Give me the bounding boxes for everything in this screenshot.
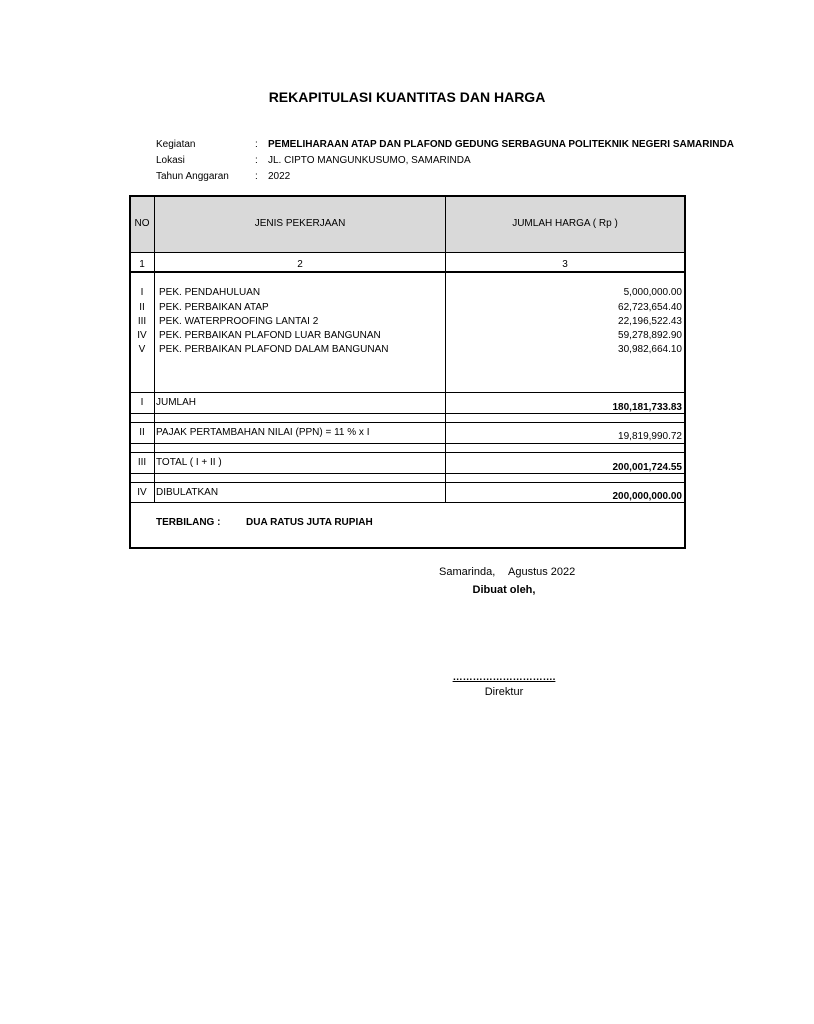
row-divider [129,482,686,483]
summary-amount: 19,819,990.72 [618,431,682,442]
item-no: I [140,287,144,298]
item-no: II [139,302,145,313]
col-number-jumlah: 3 [562,259,568,270]
summary-amount: 200,001,724.55 [612,462,682,473]
page-title: REKAPITULASI KUANTITAS DAN HARGA [268,89,546,105]
summary-no: II [139,427,145,438]
meta-value-tahun: 2022 [268,171,291,182]
meta-label-lokasi: Lokasi [156,155,185,166]
row-divider [129,422,686,423]
meta-value-lokasi: JL. CIPTO MANGUNKUSUMO, SAMARINDA [268,155,471,166]
table-border [129,547,686,549]
summary-amount: 180,181,733.83 [612,402,682,413]
item-name: PEK. PENDAHULUAN [159,287,261,298]
header-jenis: JENIS PEKERJAAN [254,218,346,229]
summary-label: JUMLAH [156,397,197,408]
summary-label: DIBULATKAN [156,487,219,498]
row-divider [129,452,686,453]
signature-role: Direktur [484,686,524,698]
signature-date: Agustus 2022 [508,566,576,578]
meta-value-kegiatan: PEMELIHARAAN ATAP DAN PLAFOND GEDUNG SERBAGUNA POLITEKNIK NEGERI SAMARINDA [268,139,734,150]
summary-label: TOTAL ( I + II ) [156,457,222,468]
summary-amount: 200,000,000.00 [612,491,682,502]
item-amount: 22,196,522.43 [618,316,682,327]
row-divider [129,252,686,253]
meta-colon: : [255,171,258,182]
row-divider [129,392,686,393]
item-name: PEK. PERBAIKAN PLAFOND LUAR BANGUNAN [159,330,381,341]
row-divider [129,271,686,273]
summary-label: PAJAK PERTAMBAHAN NILAI (PPN) = 11 % x I [156,427,370,438]
row-divider [129,413,686,414]
item-name: PEK. PERBAIKAN PLAFOND DALAM BANGUNAN [159,344,389,355]
meta-colon: : [255,139,258,150]
item-amount: 59,278,892.90 [618,330,682,341]
meta-label-kegiatan: Kegiatan [156,139,196,150]
item-no: V [138,344,146,355]
meta-label-tahun: Tahun Anggaran [156,171,229,182]
summary-no: I [140,397,144,408]
header-jumlah: JUMLAH HARGA ( Rp ) [512,218,618,229]
row-divider [129,443,686,444]
column-divider [154,195,155,503]
signature-made-by: Dibuat oleh, [472,584,536,596]
signature-dots: …………………………. [452,672,556,683]
row-divider [129,502,686,503]
summary-no: IV [137,487,147,498]
row-divider [129,473,686,474]
item-no: III [137,316,147,327]
col-number-jenis: 2 [297,259,303,270]
col-number-no: 1 [139,259,145,270]
item-amount: 5,000,000.00 [623,287,682,298]
summary-no: III [137,457,147,468]
terbilang-value: DUA RATUS JUTA RUPIAH [246,517,373,528]
item-name: PEK. PERBAIKAN ATAP [159,302,269,313]
header-no: NO [134,218,150,229]
item-amount: 30,982,664.10 [618,344,682,355]
item-name: PEK. WATERPROOFING LANTAI 2 [159,316,319,327]
signature-place: Samarinda, [439,566,496,578]
item-no: IV [137,330,147,341]
table-border [129,195,686,197]
table-border [684,195,686,549]
meta-colon: : [255,155,258,166]
item-amount: 62,723,654.40 [618,302,682,313]
terbilang-label: TERBILANG : [156,517,221,528]
